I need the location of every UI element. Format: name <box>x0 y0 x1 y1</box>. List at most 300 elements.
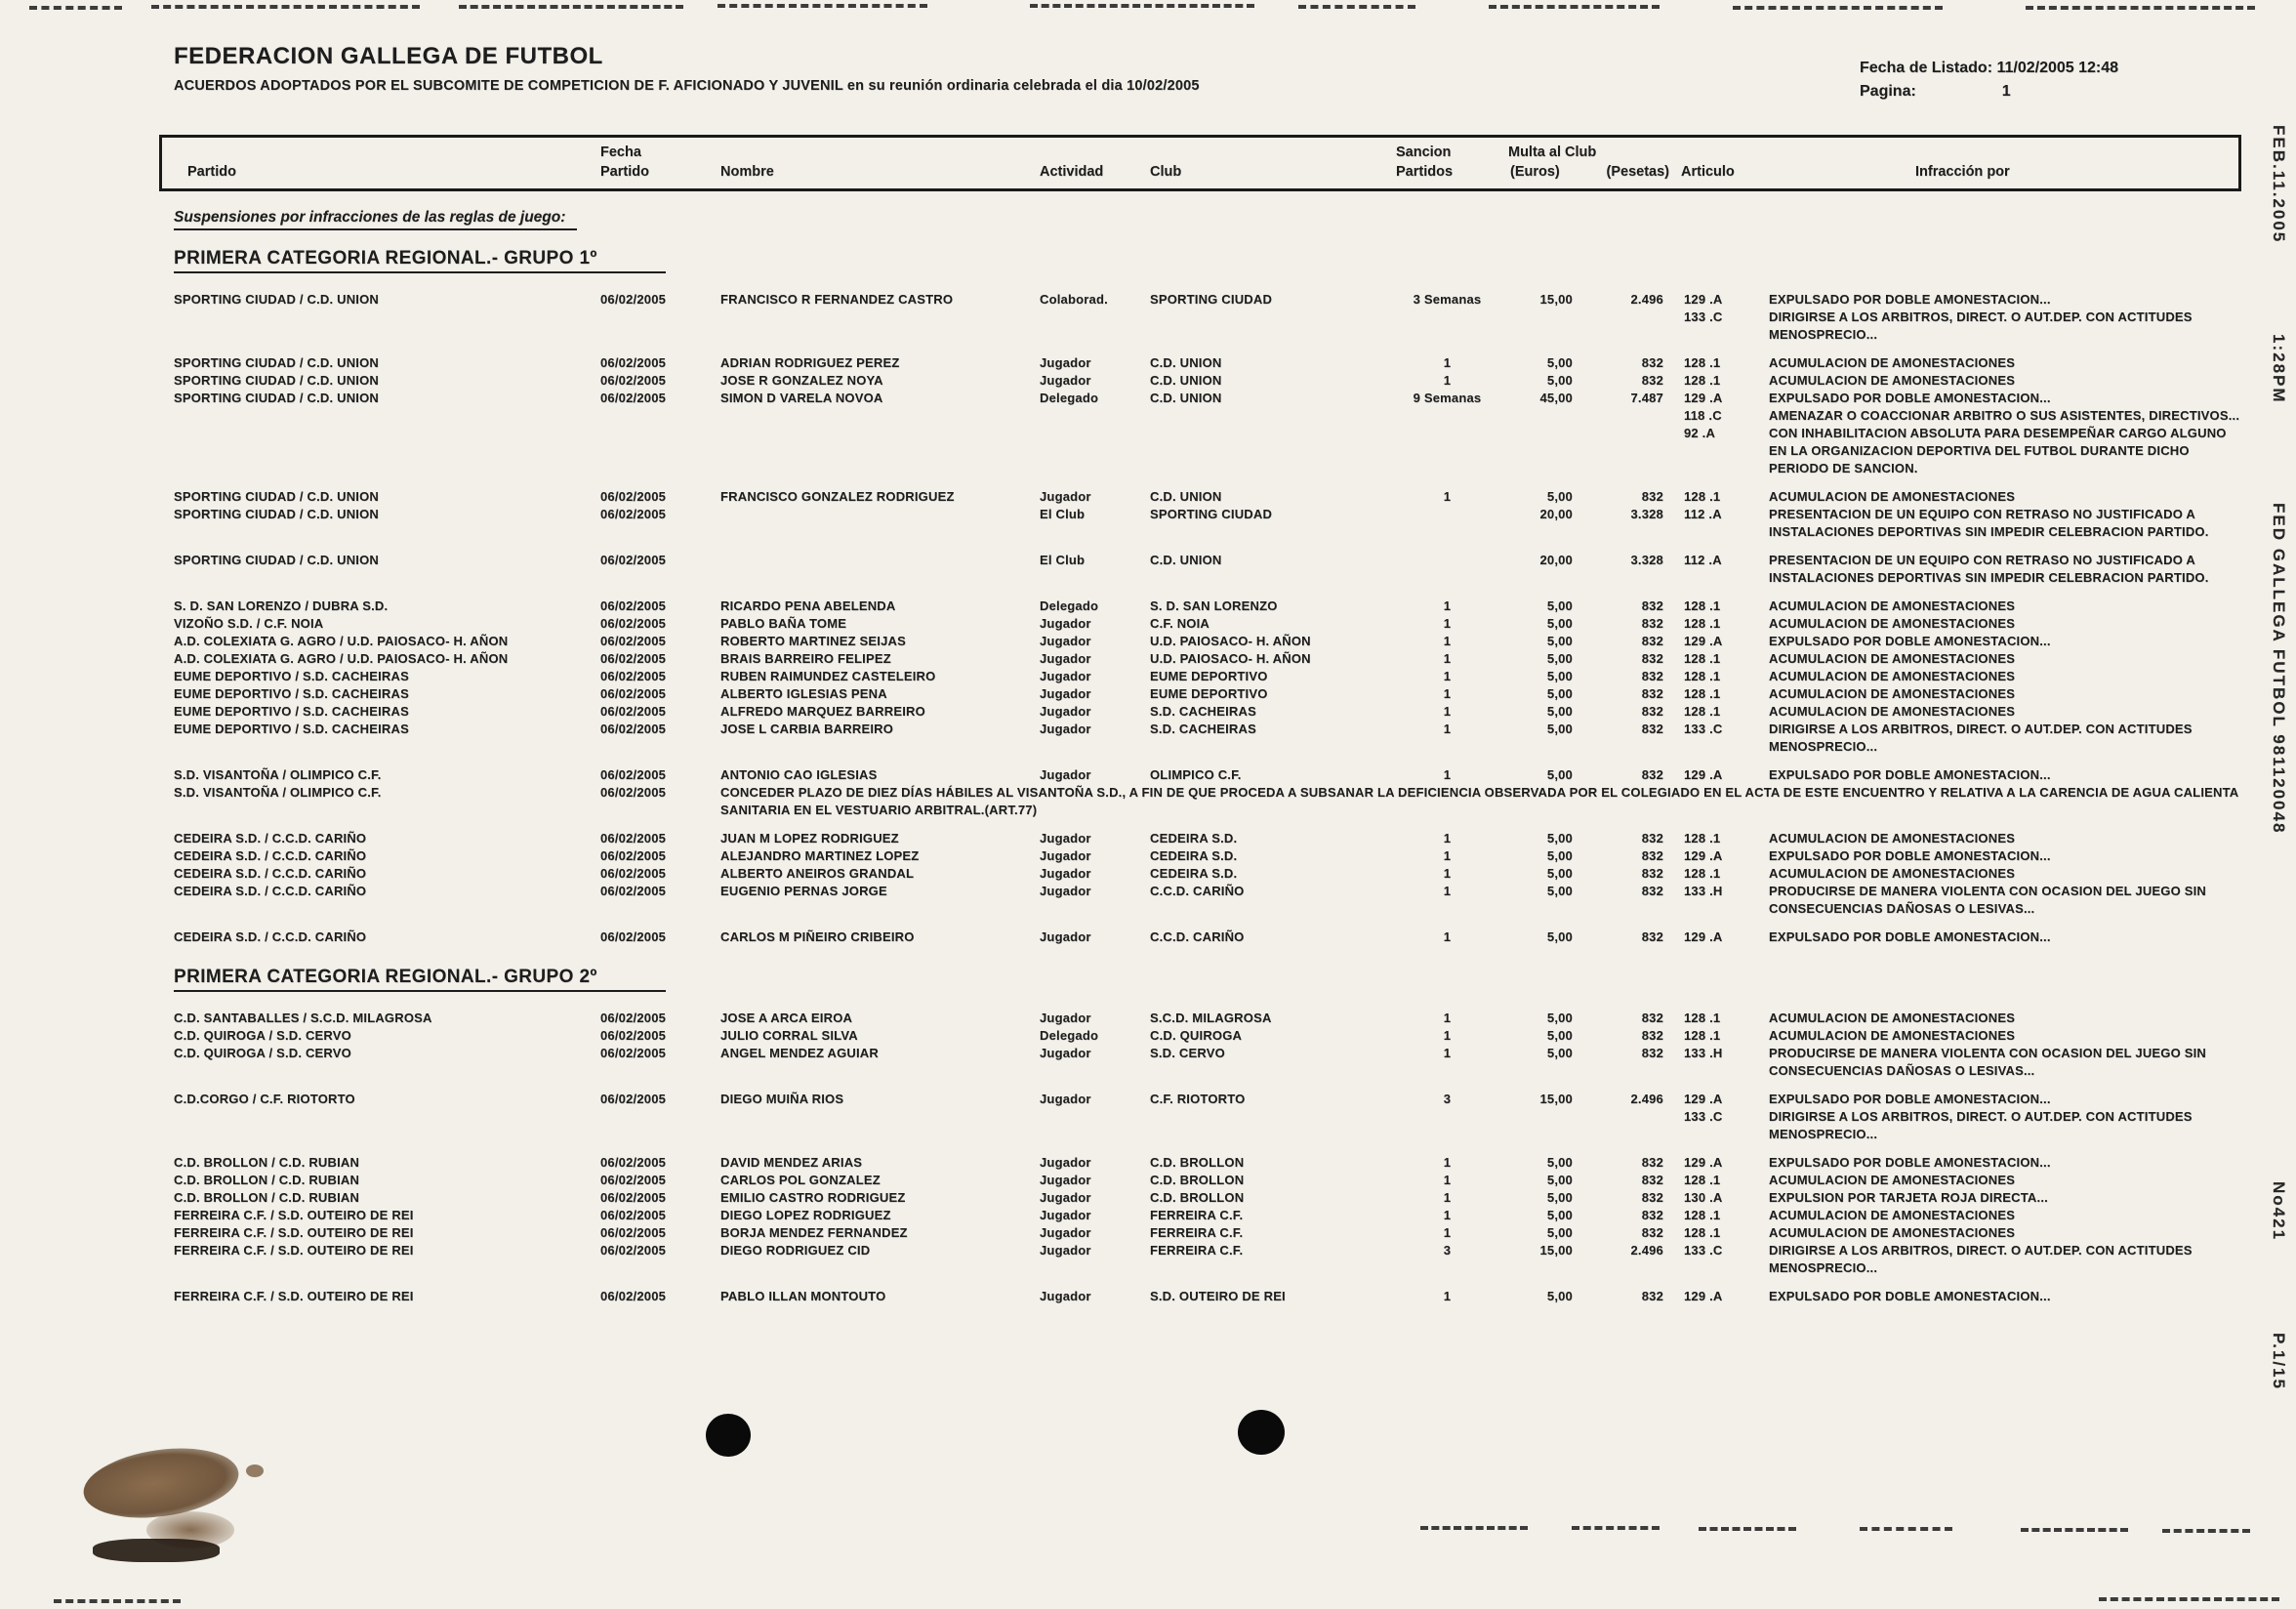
cell-fecha-partido: 06/02/2005 <box>600 1028 667 1043</box>
column-header-club: Club <box>1150 164 1182 180</box>
cell-infraccion: PRODUCIRSE DE MANERA VIOLENTA CON OCASION DEL JUEGO SIN CONSECUENCIAS DAÑOSAS O LESIVAS... <box>1769 1046 2206 1078</box>
cell-partido: EUME DEPORTIVO / S.D. CACHEIRAS <box>174 686 409 701</box>
cell-sancion-partidos: 1 <box>1443 704 1452 719</box>
sanctions-list <box>1671 650 2241 668</box>
cell-sancion-partidos: 1 <box>1443 651 1452 666</box>
cell-nombre: ADRIAN RODRIGUEZ PEREZ <box>720 355 900 370</box>
cell-articulo: 92 .A <box>1684 426 1716 440</box>
cell-multa-pesetas: 832 <box>1641 686 1663 701</box>
cell-fecha-partido: 06/02/2005 <box>600 1046 667 1060</box>
cell-articulo: 128 .1 <box>1684 489 1721 504</box>
cell-multa-pesetas: 832 <box>1641 722 1663 736</box>
scan-artifact-line <box>459 5 683 9</box>
cell-multa-pesetas: 832 <box>1641 831 1663 846</box>
cell-nombre: DIEGO RODRIGUEZ CID <box>720 1243 871 1258</box>
cell-multa-pesetas: 832 <box>1641 1190 1663 1205</box>
cell-partido: FERREIRA C.F. / S.D. OUTEIRO DE REI <box>174 1243 414 1258</box>
cell-partido: C.D. BROLLON / C.D. RUBIAN <box>174 1155 360 1170</box>
cell-articulo: 129 .A <box>1684 767 1723 782</box>
cell-multa-euros: 5,00 <box>1546 1173 1573 1187</box>
sanctions-list <box>1671 1027 2241 1045</box>
cell-actividad: Jugador <box>1040 767 1091 782</box>
cell-nombre: CARLOS M PIÑEIRO CRIBEIRO <box>720 929 915 944</box>
sanction-row <box>174 1207 2241 1224</box>
sanctions-list <box>1671 865 2241 883</box>
cell-partido: CEDEIRA S.D. / C.C.D. CARIÑO <box>174 848 367 863</box>
cell-club: C.D. BROLLON <box>1150 1190 1245 1205</box>
cell-multa-pesetas: 832 <box>1641 704 1663 719</box>
fax-header-time: 1:28PM <box>2270 334 2288 404</box>
scan-artifact-line <box>151 5 420 9</box>
cell-sancion-partidos: 1 <box>1443 634 1452 648</box>
cell-infraccion: ACUMULACION DE AMONESTACIONES <box>1769 866 2016 881</box>
cell-infraccion: ACUMULACION DE AMONESTACIONES <box>1769 373 2016 388</box>
cell-infraccion: EXPULSADO POR DOBLE AMONESTACION... <box>1769 1289 2051 1303</box>
sanctions-list <box>1671 883 2241 918</box>
cell-partido: FERREIRA C.F. / S.D. OUTEIRO DE REI <box>174 1225 414 1240</box>
cell-actividad: Jugador <box>1040 704 1091 719</box>
cell-sancion-partidos: 1 <box>1443 686 1452 701</box>
stain <box>79 1439 243 1527</box>
cell-infraccion: EXPULSADO POR DOBLE AMONESTACION... <box>1769 929 2051 944</box>
cell-articulo: 133 .C <box>1684 1109 1723 1124</box>
cell-sancion-partidos: 1 <box>1443 1225 1452 1240</box>
cell-infraccion: ACUMULACION DE AMONESTACIONES <box>1769 1011 2016 1025</box>
cell-multa-pesetas: 3.328 <box>1630 553 1663 567</box>
cell-nombre: BRAIS BARREIRO FELIPEZ <box>720 651 891 666</box>
cell-partido: C.D. BROLLON / C.D. RUBIAN <box>174 1173 360 1187</box>
cell-multa-euros: 5,00 <box>1546 722 1573 736</box>
cell-articulo: 128 .1 <box>1684 598 1721 613</box>
cell-actividad: Jugador <box>1040 651 1091 666</box>
cell-articulo: 128 .1 <box>1684 1225 1721 1240</box>
sanctions-list <box>1671 703 2241 721</box>
cell-nombre: ANTONIO CAO IGLESIAS <box>720 767 878 782</box>
group-title: PRIMERA CATEGORIA REGIONAL.- GRUPO 2º <box>174 967 666 992</box>
cell-sancion-partidos: 1 <box>1443 1028 1452 1043</box>
cell-club: U.D. PAIOSACO- H. AÑON <box>1150 651 1311 666</box>
row-block <box>174 830 2241 918</box>
sanction-row <box>174 354 2241 372</box>
cell-articulo: 128 .1 <box>1684 355 1721 370</box>
cell-multa-pesetas: 832 <box>1641 929 1663 944</box>
cell-club: S. D. SAN LORENZO <box>1150 598 1278 613</box>
cell-sancion-partidos: 1 <box>1443 355 1452 370</box>
cell-multa-pesetas: 832 <box>1641 616 1663 631</box>
cell-nombre: DIEGO MUIÑA RIOS <box>720 1092 844 1106</box>
cell-infraccion: ACUMULACION DE AMONESTACIONES <box>1769 1173 2016 1187</box>
cell-partido: S.D. VISANTOÑA / OLIMPICO C.F. <box>174 767 382 782</box>
cell-partido: SPORTING CIUDAD / C.D. UNION <box>174 553 379 567</box>
sanction-row <box>174 291 2241 344</box>
cell-multa-pesetas: 832 <box>1641 848 1663 863</box>
cell-infraccion: DIRIGIRSE A LOS ARBITROS, DIRECT. O AUT.DEP. CON ACTITUDES MENOSPRECIO... <box>1769 309 2193 342</box>
cell-multa-euros: 5,00 <box>1546 1289 1573 1303</box>
sanctions-list <box>1671 1045 2241 1080</box>
sanction-row <box>174 1224 2241 1242</box>
cell-articulo: 128 .1 <box>1684 686 1721 701</box>
sanctions-list <box>1671 354 2241 372</box>
sanction-row <box>174 1242 2241 1277</box>
sanctions-list <box>1671 488 2241 506</box>
cell-fecha-partido: 06/02/2005 <box>600 704 667 719</box>
cell-fecha-partido: 06/02/2005 <box>600 292 667 307</box>
cell-multa-pesetas: 7.487 <box>1630 391 1663 405</box>
cell-multa-pesetas: 832 <box>1641 669 1663 683</box>
cell-club: CEDEIRA S.D. <box>1150 866 1238 881</box>
cell-fecha-partido: 06/02/2005 <box>600 1173 667 1187</box>
cell-partido: EUME DEPORTIVO / S.D. CACHEIRAS <box>174 669 409 683</box>
cell-club: FERREIRA C.F. <box>1150 1243 1244 1258</box>
cell-infraccion: ACUMULACION DE AMONESTACIONES <box>1769 598 2016 613</box>
cell-sancion-partidos: 1 <box>1443 1046 1452 1060</box>
cell-partido: SPORTING CIUDAD / C.D. UNION <box>174 292 379 307</box>
cell-actividad: Jugador <box>1040 1173 1091 1187</box>
scan-artifact-line <box>54 1599 181 1603</box>
cell-multa-euros: 5,00 <box>1546 767 1573 782</box>
cell-articulo: 133 .H <box>1684 884 1723 898</box>
table-header <box>159 135 2241 191</box>
punch-hole <box>706 1414 751 1457</box>
cell-infraccion: AMENAZAR O COACCIONAR ARBITRO O SUS ASISTENTES, DIRECTIVOS... <box>1769 408 2240 423</box>
cell-sancion-partidos: 1 <box>1443 669 1452 683</box>
cell-fecha-partido: 06/02/2005 <box>600 785 667 800</box>
cell-actividad: Jugador <box>1040 866 1091 881</box>
cell-articulo: 118 .C <box>1684 408 1722 423</box>
cell-multa-pesetas: 832 <box>1641 767 1663 782</box>
column-header-articulo: Articulo <box>1681 164 1735 180</box>
sanctions-list <box>1671 506 2241 541</box>
sanction-row <box>174 552 2241 587</box>
cell-infraccion: ACUMULACION DE AMONESTACIONES <box>1769 616 2016 631</box>
scan-artifact-line <box>1572 1526 1660 1530</box>
cell-articulo: 128 .1 <box>1684 373 1721 388</box>
scan-artifact-line <box>29 6 122 10</box>
cell-articulo: 129 .A <box>1684 929 1723 944</box>
sanctions-list <box>1671 1091 2241 1143</box>
cell-partido: SPORTING CIUDAD / C.D. UNION <box>174 507 379 521</box>
cell-nombre: DAVID MENDEZ ARIAS <box>720 1155 863 1170</box>
cell-multa-pesetas: 832 <box>1641 1173 1663 1187</box>
sanctions-list <box>1671 552 2241 587</box>
sanctions-list <box>1671 598 2241 615</box>
cell-articulo: 129 .A <box>1684 1092 1723 1106</box>
sanctions-list <box>1671 390 2241 477</box>
cell-fecha-partido: 06/02/2005 <box>600 391 667 405</box>
cell-actividad: Jugador <box>1040 669 1091 683</box>
cell-articulo: 128 .1 <box>1684 704 1721 719</box>
row-block <box>174 488 2241 541</box>
sanctions-list <box>1671 615 2241 633</box>
cell-club: FERREIRA C.F. <box>1150 1208 1244 1222</box>
sanctions-list <box>1671 1172 2241 1189</box>
cell-multa-euros: 5,00 <box>1546 1208 1573 1222</box>
cell-partido: S. D. SAN LORENZO / DUBRA S.D. <box>174 598 389 613</box>
cell-actividad: Jugador <box>1040 1208 1091 1222</box>
cell-infraccion: ACUMULACION DE AMONESTACIONES <box>1769 686 2016 701</box>
sanction-row <box>174 766 2241 784</box>
cell-actividad: Jugador <box>1040 1289 1091 1303</box>
cell-multa-euros: 5,00 <box>1546 686 1573 701</box>
sanction-row <box>174 1154 2241 1172</box>
cell-sancion-partidos: 1 <box>1443 831 1452 846</box>
fax-header-sender: FED GALLEGA FUTBOL 981120048 <box>2270 503 2288 835</box>
row-block <box>174 928 2241 946</box>
cell-multa-euros: 5,00 <box>1546 669 1573 683</box>
cell-multa-euros: 5,00 <box>1546 1011 1573 1025</box>
cell-club: OLIMPICO C.F. <box>1150 767 1242 782</box>
pagina-value: 1 <box>2001 83 2011 100</box>
cell-nombre: RICARDO PENA ABELENDA <box>720 598 896 613</box>
cell-infraccion: ACUMULACION DE AMONESTACIONES <box>1769 651 2016 666</box>
sanction-row <box>174 615 2241 633</box>
cell-multa-pesetas: 832 <box>1641 634 1663 648</box>
cell-infraccion: DIRIGIRSE A LOS ARBITROS, DIRECT. O AUT.DEP. CON ACTITUDES MENOSPRECIO... <box>1769 1243 2193 1275</box>
cell-sancion-partidos: 9 Semanas <box>1413 391 1482 405</box>
note-row <box>174 784 2241 819</box>
cell-actividad: El Club <box>1040 507 1086 521</box>
sanction-row <box>174 1091 2241 1143</box>
cell-multa-euros: 5,00 <box>1546 1225 1573 1240</box>
sanctions-list <box>1671 1189 2241 1207</box>
cell-nombre: DIEGO LOPEZ RODRIGUEZ <box>720 1208 891 1222</box>
cell-actividad: Jugador <box>1040 929 1091 944</box>
cell-multa-pesetas: 832 <box>1641 1046 1663 1060</box>
cell-actividad: Jugador <box>1040 722 1091 736</box>
cell-sancion-partidos: 1 <box>1443 373 1452 388</box>
row-block <box>174 598 2241 756</box>
cell-nombre: JOSE L CARBIA BARREIRO <box>720 722 894 736</box>
sanctions-list <box>1671 685 2241 703</box>
cell-multa-euros: 5,00 <box>1546 373 1573 388</box>
cell-partido: CEDEIRA S.D. / C.C.D. CARIÑO <box>174 866 367 881</box>
cell-multa-euros: 5,00 <box>1546 1046 1573 1060</box>
cell-articulo: 129 .A <box>1684 634 1723 648</box>
cell-infraccion: ACUMULACION DE AMONESTACIONES <box>1769 1028 2016 1043</box>
cell-articulo: 129 .A <box>1684 391 1723 405</box>
cell-multa-pesetas: 2.496 <box>1630 292 1663 307</box>
cell-club: S.D. OUTEIRO DE REI <box>1150 1289 1286 1303</box>
cell-sancion-partidos: 1 <box>1443 489 1452 504</box>
fax-header-date: FEB.11.2005 <box>2270 125 2288 244</box>
scan-artifact-line <box>1733 6 1943 10</box>
cell-multa-pesetas: 2.496 <box>1630 1243 1663 1258</box>
cell-multa-pesetas: 832 <box>1641 373 1663 388</box>
cell-infraccion: EXPULSADO POR DOBLE AMONESTACION... <box>1769 292 2051 307</box>
cell-articulo: 128 .1 <box>1684 1173 1721 1187</box>
cell-multa-pesetas: 832 <box>1641 1011 1663 1025</box>
sanctions-list <box>1671 847 2241 865</box>
document-subtitle: ACUERDOS ADOPTADOS POR EL SUBCOMITE DE COMPETICION DE F. AFICIONADO Y JUVENIL en su reunión ordinaria celebrada el dia 10/02/2005 <box>174 78 1200 94</box>
cell-multa-euros: 45,00 <box>1539 391 1573 405</box>
groups-container <box>174 238 2241 1305</box>
cell-multa-euros: 5,00 <box>1546 598 1573 613</box>
cell-articulo: 133 .C <box>1684 309 1723 324</box>
group-title: PRIMERA CATEGORIA REGIONAL.- GRUPO 1º <box>174 248 666 273</box>
cell-actividad: Delegado <box>1040 1028 1099 1043</box>
cell-actividad: Jugador <box>1040 1243 1091 1258</box>
category-group <box>174 957 2241 1305</box>
cell-nombre: JOSE A ARCA EIROA <box>720 1011 853 1025</box>
sanctions-list <box>1671 1242 2241 1277</box>
cell-partido: C.D.CORGO / C.F. RIOTORTO <box>174 1092 355 1106</box>
cell-sancion-partidos: 1 <box>1443 1173 1452 1187</box>
cell-fecha-partido: 06/02/2005 <box>600 634 667 648</box>
cell-actividad: Jugador <box>1040 686 1091 701</box>
cell-fecha-partido: 06/02/2005 <box>600 1190 667 1205</box>
cell-multa-pesetas: 832 <box>1641 1225 1663 1240</box>
cell-articulo: 129 .A <box>1684 848 1723 863</box>
cell-nombre: ANGEL MENDEZ AGUIAR <box>720 1046 879 1060</box>
cell-actividad: Jugador <box>1040 373 1091 388</box>
cell-multa-euros: 5,00 <box>1546 884 1573 898</box>
cell-infraccion: EXPULSADO POR DOBLE AMONESTACION... <box>1769 848 2051 863</box>
sanction-row <box>174 1288 2241 1305</box>
sanctions-list <box>1671 291 2241 344</box>
sanction-row <box>174 372 2241 390</box>
cell-fecha-partido: 06/02/2005 <box>600 373 667 388</box>
cell-multa-euros: 5,00 <box>1546 616 1573 631</box>
sanctions-list <box>1671 633 2241 650</box>
report-body <box>174 209 2241 1316</box>
cell-partido: CEDEIRA S.D. / C.C.D. CARIÑO <box>174 929 367 944</box>
cell-infraccion: DIRIGIRSE A LOS ARBITROS, DIRECT. O AUT.DEP. CON ACTITUDES MENOSPRECIO... <box>1769 1109 2193 1141</box>
sanction-row <box>174 830 2241 847</box>
cell-club: C.F. RIOTORTO <box>1150 1092 1246 1106</box>
cell-infraccion: CON INHABILITACION ABSOLUTA PARA DESEMPEÑAR CARGO ALGUNO EN LA ORGANIZACION DEPORTIVA DEL FUTBOL DURANTE DICHO PERIODO DE SANCION. <box>1769 426 2227 475</box>
punch-hole <box>1238 1410 1285 1455</box>
cell-multa-euros: 5,00 <box>1546 866 1573 881</box>
cell-articulo: 112 .A <box>1684 553 1722 567</box>
cell-multa-euros: 20,00 <box>1539 507 1573 521</box>
cell-partido: A.D. COLEXIATA G. AGRO / U.D. PAIOSACO- H. AÑON <box>174 634 509 648</box>
document-header <box>174 43 1200 94</box>
cell-articulo: 129 .A <box>1684 1289 1723 1303</box>
cell-fecha-partido: 06/02/2005 <box>600 767 667 782</box>
scan-artifact-line <box>2026 6 2255 10</box>
column-header-actividad: Actividad <box>1040 164 1104 180</box>
stain <box>93 1539 220 1562</box>
cell-infraccion: ACUMULACION DE AMONESTACIONES <box>1769 704 2016 719</box>
fecha-listado <box>1860 57 2118 80</box>
cell-sancion-partidos: 1 <box>1443 1289 1452 1303</box>
cell-nombre: EMILIO CASTRO RODRIGUEZ <box>720 1190 906 1205</box>
category-group <box>174 238 2241 946</box>
row-block <box>174 1154 2241 1277</box>
cell-sancion-partidos: 1 <box>1443 722 1452 736</box>
cell-infraccion: ACUMULACION DE AMONESTACIONES <box>1769 669 2016 683</box>
cell-articulo: 128 .1 <box>1684 616 1721 631</box>
cell-club: C.D. QUIROGA <box>1150 1028 1243 1043</box>
sanction-row <box>174 847 2241 865</box>
cell-partido: CEDEIRA S.D. / C.C.D. CARIÑO <box>174 831 367 846</box>
cell-club: CEDEIRA S.D. <box>1150 831 1238 846</box>
cell-infraccion: ACUMULACION DE AMONESTACIONES <box>1769 355 2016 370</box>
cell-multa-pesetas: 3.328 <box>1630 507 1663 521</box>
pagina-label: Pagina: <box>1860 83 1916 100</box>
cell-actividad: Jugador <box>1040 831 1091 846</box>
cell-sancion-partidos: 1 <box>1443 598 1452 613</box>
cell-infraccion: ACUMULACION DE AMONESTACIONES <box>1769 1225 2016 1240</box>
cell-partido: CEDEIRA S.D. / C.C.D. CARIÑO <box>174 884 367 898</box>
cell-multa-pesetas: 832 <box>1641 489 1663 504</box>
cell-club: C.C.D. CARIÑO <box>1150 884 1245 898</box>
cell-sancion-partidos: 1 <box>1443 884 1452 898</box>
sanction-row <box>174 390 2241 477</box>
cell-partido: EUME DEPORTIVO / S.D. CACHEIRAS <box>174 722 409 736</box>
cell-club: C.D. UNION <box>1150 489 1222 504</box>
sanctions-list <box>1671 766 2241 784</box>
cell-nombre: BORJA MENDEZ FERNANDEZ <box>720 1225 908 1240</box>
cell-actividad: Jugador <box>1040 1225 1091 1240</box>
column-header-infraccion: Infracción por <box>1915 164 2010 180</box>
cell-club: FERREIRA C.F. <box>1150 1225 1244 1240</box>
cell-partido: VIZOÑO S.D. / C.F. NOIA <box>174 616 324 631</box>
sanctions-list <box>1671 1207 2241 1224</box>
cell-actividad: Jugador <box>1040 616 1091 631</box>
cell-multa-euros: 5,00 <box>1546 1028 1573 1043</box>
cell-sancion-partidos: 1 <box>1443 1190 1452 1205</box>
cell-multa-pesetas: 832 <box>1641 355 1663 370</box>
cell-note: CONCEDER PLAZO DE DIEZ DÍAS HÁBILES AL VISANTOÑA S.D., A FIN DE QUE PROCEDA A SUBSANAR LA DEFICIENCIA OBSERVADA POR EL COLEGIADO EN EL ACTA DE ESTE ENCUENTRO Y RELATIVA A LA CARENCIA DE AGUA CALIENTA SANITARIA EN EL VESTUARIO ARBITRAL.(ART.77) <box>720 785 2238 817</box>
cell-nombre: ALEJANDRO MARTINEZ LOPEZ <box>720 848 920 863</box>
cell-articulo: 133 .C <box>1684 1243 1723 1258</box>
cell-multa-euros: 5,00 <box>1546 651 1573 666</box>
sanction-row <box>174 598 2241 615</box>
scan-artifact-line <box>1420 1526 1528 1530</box>
sanctions-list <box>1671 668 2241 685</box>
cell-multa-euros: 5,00 <box>1546 831 1573 846</box>
cell-fecha-partido: 06/02/2005 <box>600 616 667 631</box>
cell-multa-euros: 15,00 <box>1539 1092 1573 1106</box>
document-title: FEDERACION GALLEGA DE FUTBOL <box>174 43 603 69</box>
cell-actividad: Jugador <box>1040 634 1091 648</box>
cell-fecha-partido: 06/02/2005 <box>600 507 667 521</box>
cell-multa-pesetas: 832 <box>1641 866 1663 881</box>
cell-multa-euros: 5,00 <box>1546 634 1573 648</box>
scan-artifact-line <box>1298 5 1415 9</box>
listing-meta <box>1860 57 2118 103</box>
row-block <box>174 291 2241 344</box>
cell-multa-euros: 5,00 <box>1546 929 1573 944</box>
cell-infraccion: EXPULSION POR TARJETA ROJA DIRECTA... <box>1769 1190 2048 1205</box>
cell-fecha-partido: 06/02/2005 <box>600 669 667 683</box>
sanctions-list <box>1671 928 2241 946</box>
cell-nombre: JOSE R GONZALEZ NOYA <box>720 373 883 388</box>
cell-club: SPORTING CIUDAD <box>1150 292 1273 307</box>
cell-actividad: Jugador <box>1040 848 1091 863</box>
cell-articulo: 128 .1 <box>1684 669 1721 683</box>
cell-partido: SPORTING CIUDAD / C.D. UNION <box>174 355 379 370</box>
cell-articulo: 129 .A <box>1684 292 1723 307</box>
row-block <box>174 766 2241 819</box>
column-header-multa-al-club: Multa al Club (Euros) (Pesetas) <box>1508 144 1669 180</box>
cell-club: S.D. CERVO <box>1150 1046 1225 1060</box>
cell-sancion-partidos: 1 <box>1443 929 1452 944</box>
cell-multa-euros: 5,00 <box>1546 1155 1573 1170</box>
sanction-row <box>174 668 2241 685</box>
cell-sancion-partidos: 1 <box>1443 767 1452 782</box>
cell-nombre: JULIO CORRAL SILVA <box>720 1028 858 1043</box>
cell-fecha-partido: 06/02/2005 <box>600 651 667 666</box>
cell-actividad: Colaborad. <box>1040 292 1108 307</box>
cell-sancion-partidos: 1 <box>1443 866 1452 881</box>
cell-actividad: Delegado <box>1040 391 1099 405</box>
cell-multa-euros: 15,00 <box>1539 292 1573 307</box>
cell-fecha-partido: 06/02/2005 <box>600 553 667 567</box>
cell-club: C.D. UNION <box>1150 391 1222 405</box>
cell-nombre: RUBEN RAIMUNDEZ CASTELEIRO <box>720 669 936 683</box>
